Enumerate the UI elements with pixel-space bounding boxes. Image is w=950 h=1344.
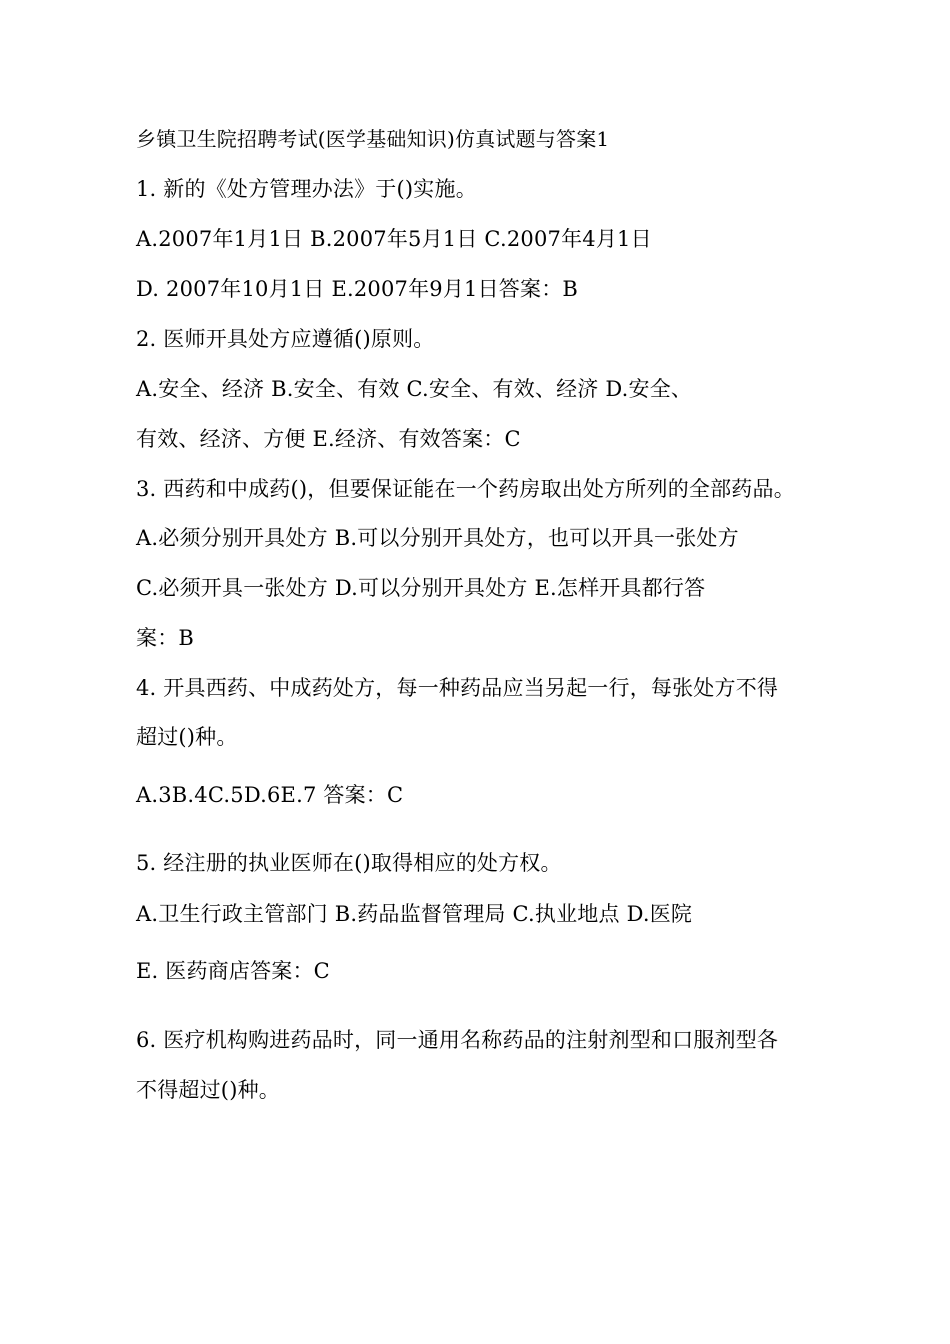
question-5-stem: 5. 经注册的执业医师在()取得相应的处方权。	[136, 851, 562, 875]
question-4-options-answer: A.3B.4C.5D.6E.7 答案：C	[136, 783, 404, 807]
question-4-stem-b: 超过()种。	[136, 725, 238, 749]
question-1-stem: 1. 新的《处方管理办法》于()实施。	[136, 177, 477, 201]
question-6-stem-b: 不得超过()种。	[136, 1078, 280, 1102]
question-2-options-a: A.安全、经济 B.安全、有效 C.安全、有效、经济 D.安全、	[136, 377, 693, 401]
question-4-stem-a: 4. 开具西药、中成药处方，每一种药品应当另起一行，每张处方不得	[136, 676, 779, 700]
question-1-options-b-answer: D. 2007年10月1日 E.2007年9月1日答案：B	[136, 277, 579, 301]
question-5-options: A.卫生行政主管部门 B.药品监督管理局 C.执业地点 D.医院	[136, 902, 693, 926]
question-3-options-a: A.必须分别开具处方 B.可以分别开具处方，也可以开具一张处方	[136, 526, 739, 550]
question-3-answer: 案：B	[136, 626, 195, 650]
question-3-stem: 3. 西药和中成药()，但要保证能在一个药房取出处方所列的全部药品。	[136, 477, 795, 501]
question-6-stem-a: 6. 医疗机构购进药品时，同一通用名称药品的注射剂型和口服剂型各	[136, 1028, 779, 1052]
question-1-options-a: A.2007年1月1日 B.2007年5月1日 C.2007年4月1日	[136, 227, 652, 251]
question-3-options-b: C.必须开具一张处方 D.可以分别开具处方 E.怎样开具都行答	[136, 576, 706, 600]
question-2-options-b-answer: 有效、经济、方便 E.经济、有效答案：C	[136, 427, 521, 451]
question-5-options-answer: E. 医药商店答案：C	[136, 959, 330, 983]
question-2-stem: 2. 医师开具处方应遵循()原则。	[136, 327, 435, 351]
document-title: 乡镇卫生院招聘考试(医学基础知识)仿真试题与答案1	[136, 127, 610, 151]
